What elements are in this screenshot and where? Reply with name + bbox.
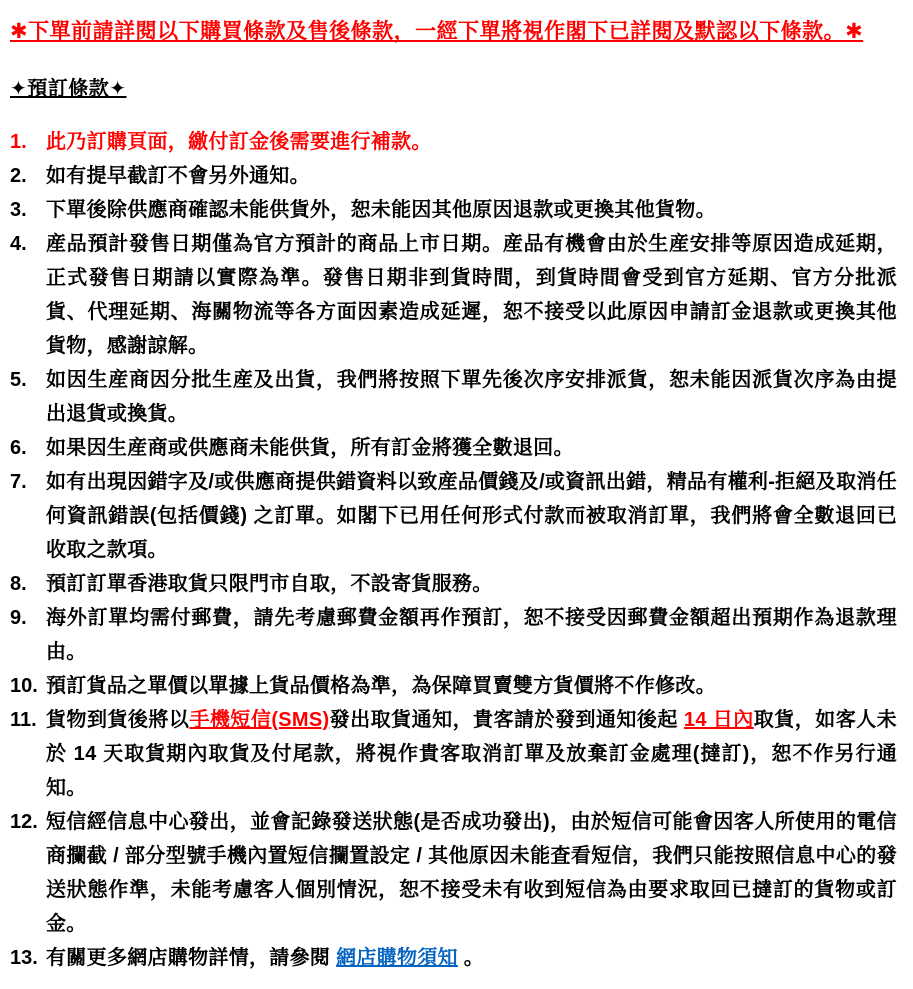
term-text-segment: 短信經信息中心發出，並會記錄發送狀態(是否成功發出)，由於短信可能會因客人所使用的電信商攔截 / 部分型號手機內置短信攔置設定 / 其他原因未能査看短信，我們只能按照信息中心的發送狀態作準，未能考慮客人個別情況，恕不接受未有收到短信為由要求取回已撻訂的貨物或訂金。: [46, 811, 897, 936]
term-number: 7.: [10, 471, 27, 494]
term-text: [46, 669, 897, 703]
term-item: [10, 601, 897, 669]
term-number: 5.: [10, 369, 27, 392]
term-text-segment: 取貨，如客人未於 14 天取貨期內取貨及付尾款，將視作貴客取消訂單及放棄訂金處理(撻訂)，恕不作另行通知。: [46, 709, 897, 800]
term-text: [46, 703, 897, 805]
term-number: 2.: [10, 165, 27, 188]
term-text-segment: 14 日內: [683, 709, 754, 732]
term-text-segment: 下單後除供應商確認未能供貨外，恕未能因其他原因退款或更換其他貨物。: [46, 199, 716, 222]
term-item: [10, 465, 897, 567]
term-item: [10, 703, 897, 805]
term-text: [46, 567, 897, 601]
term-text: [46, 125, 897, 159]
term-text-segment: 預訂訂單香港取貨只限門市自取，不設寄貨服務。: [46, 573, 493, 596]
term-text-segment: 産品預計發售日期僅為官方預計的商品上市日期。産品有機會由於生産安排等原因造成延期，正式發售日期請以實際為準。發售日期非到貨時間，到貨時間會受到官方延期、官方分批派貨、代理延期、海關物流等各方面因素造成延遲，恕不接受以此原因申請訂金退款或更換其他貨物，感謝諒解。: [46, 233, 897, 358]
term-item: [10, 941, 897, 975]
term-item: [10, 805, 897, 941]
term-item: [10, 669, 897, 703]
term-text: [46, 227, 897, 363]
term-text-segment: 海外訂單均需付郵費，請先考慮郵費金額再作預訂，恕不接受因郵費金額超出預期作為退款理由。: [46, 607, 897, 664]
term-number: 3.: [10, 199, 27, 222]
term-number: 4.: [10, 233, 27, 256]
term-text-segment: 發出取貨通知，貴客請於發到通知後起: [329, 709, 684, 732]
terms-list: [10, 125, 897, 975]
term-item: [10, 567, 897, 601]
term-number: 10.: [10, 675, 38, 698]
term-number: 11.: [10, 709, 37, 732]
purchase-terms-header: ✱下單前請詳閱以下購買條款及售後條款，一經下單將視作閣下已詳閱及默認以下條款。✱: [10, 20, 864, 43]
term-text-segment: 。: [457, 947, 485, 970]
term-text: [46, 159, 897, 193]
term-number: 9.: [10, 607, 27, 630]
term-number: 12.: [10, 811, 38, 834]
term-item: [10, 125, 897, 159]
term-item: [10, 159, 897, 193]
term-text-segment: 如有提早截訂不會另外通知。: [46, 165, 310, 188]
term-text-segment: 如果因生産商或供應商未能供貨，所有訂金將獲全數退回。: [46, 437, 574, 460]
term-text: [46, 941, 897, 975]
term-text-segment: 如因生産商因分批生産及出貨，我們將按照下單先後次序安排派貨，恕未能因派貨次序為由提出退貨或換貨。: [46, 369, 897, 426]
term-number: 1.: [10, 131, 27, 154]
term-number: 8.: [10, 573, 27, 596]
term-text: [46, 465, 897, 567]
term-text: [46, 805, 897, 941]
term-text-segment: 預訂貨品之單價以單據上貨品價格為準，為保障買賣雙方貨價將不作修改。: [46, 675, 716, 698]
term-text: [46, 431, 897, 465]
term-text: [46, 601, 897, 669]
term-text-segment: 手機短信(SMS): [189, 709, 330, 732]
section-title-preorder-terms: ✦預訂條款✦: [10, 78, 127, 101]
term-item: [10, 431, 897, 465]
term-text: [46, 193, 897, 227]
term-text-segment: 此乃訂購頁面，繳付訂金後需要進行補款。: [46, 131, 432, 154]
term-text-segment: 有關更多網店購物詳情，請參閱: [46, 947, 337, 970]
term-item: [10, 227, 897, 363]
term-text: [46, 363, 897, 431]
term-item: [10, 193, 897, 227]
shop-guide-link[interactable]: 網店購物須知: [336, 947, 458, 970]
term-number: 13.: [10, 947, 38, 970]
term-number: 6.: [10, 437, 27, 460]
term-text-segment: 如有出現因錯字及/或供應商提供錯資料以致産品價錢及/或資訊出錯，精品有權利-拒絕及取消任何資訊錯誤(包括價錢) 之訂單。如閣下已用任何形式付款而被取消訂單，我們將會全數退回已收取之款項。: [46, 471, 897, 562]
term-text-segment: 貨物到貨後將以: [46, 709, 190, 732]
term-item: [10, 363, 897, 431]
